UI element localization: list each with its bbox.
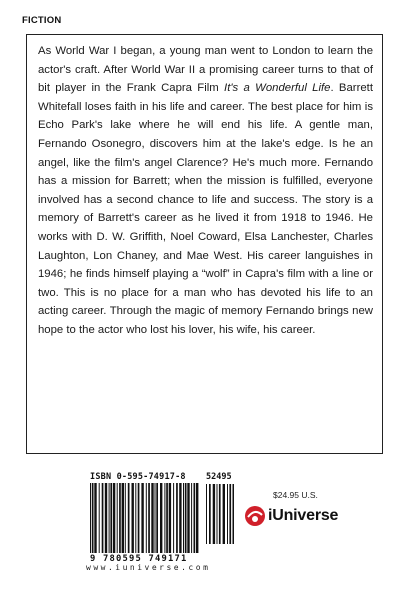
barcode-area: [86, 468, 236, 574]
barcode-bar: [176, 483, 178, 553]
barcode-bar: [217, 484, 218, 544]
addon-barcode: [206, 484, 234, 544]
barcode-bar: [233, 484, 235, 544]
barcode-bar: [187, 483, 189, 553]
film-title: It's a Wonderful Life: [224, 82, 331, 95]
barcode-bar: [151, 483, 153, 553]
barcode-bar: [117, 483, 118, 553]
barcode-bar: [196, 483, 198, 553]
ean-barcode: [90, 483, 200, 553]
ean-digits: 9 780595 749171: [90, 554, 188, 564]
barcode-bar: [191, 483, 192, 553]
barcode-bar: [94, 483, 96, 553]
blurb-text: [38, 42, 373, 340]
barcode-bar: [166, 483, 168, 553]
barcode-bar: [164, 483, 165, 553]
barcode-bar: [179, 483, 181, 553]
barcode-bar: [146, 483, 147, 553]
barcode-bar: [229, 484, 231, 544]
barcode-bar: [223, 484, 225, 544]
barcode-bar: [209, 484, 211, 544]
publisher-name: iUniverse: [268, 507, 339, 524]
barcode-bar: [109, 483, 110, 553]
barcode-bar: [155, 483, 156, 553]
barcode-bar: [160, 483, 162, 553]
barcode-bar: [156, 483, 158, 553]
barcode-bar: [128, 483, 130, 553]
barcode-bar: [122, 483, 124, 553]
barcode-bar: [102, 483, 104, 553]
barcode-bar: [213, 484, 215, 544]
barcode-bar: [173, 483, 174, 553]
barcode-bar: [227, 484, 228, 544]
publisher-logo: [244, 505, 338, 527]
barcode-bar: [135, 483, 136, 553]
blurb-part-2: . Barrett Whitefall loses faith in his life and career. The best place for him is Echo Park's lake where he will end his life. A gentle man, Fernando Osonegro, discovers him at the lake's edge. Is he an angel, like the film's angel Clarence? He's much more. Fernando has a mission for Barrett; when the mission is fulfilled, everyone involved has a second chance to life and success. The story is a memory of Barrett's career as he lived it from 1918 to 1946. He works with D. W. Griffith, Noel Coward, Elsa Lanchester, Charles Laughton, Lon Chaney, and Mae West. His career languishes in 1946; he finds himself playing a “wolf” in Capra's film with a line or two. This is no place for a man who has devoted his life to an acting career. Through the magic of memory Fernando brings new hope to the actor who lost his lover, his wife, his career.: [38, 82, 373, 336]
addon-digits: 52495: [206, 472, 232, 482]
barcode-bar: [138, 483, 140, 553]
barcode-bar: [92, 483, 94, 553]
genre-label: FICTION: [22, 15, 62, 26]
barcode-bar: [119, 483, 121, 553]
price-label: $24.95 U.S.: [273, 490, 318, 500]
barcode-bar: [148, 483, 150, 553]
barcode-bar: [90, 483, 91, 553]
blurb-part-1: As World War I began, a young man went to London to learn the actor's craft. After World War II a promising career turns to that of bit player in the Frank Capra Film: [38, 45, 373, 95]
barcode-bar: [219, 484, 221, 544]
barcode-bar: [183, 483, 184, 553]
barcode-bar: [132, 483, 134, 553]
isbn-label: ISBN 0-595-74917-8: [90, 472, 186, 482]
barcode-bar: [105, 483, 107, 553]
barcode-bar: [194, 483, 196, 553]
barcode-bar: [113, 483, 115, 553]
barcode-bar: [125, 483, 126, 553]
barcode-bar: [99, 483, 100, 553]
publisher-url: www.iuniverse.com: [86, 563, 211, 572]
barcode-bar: [185, 483, 187, 553]
barcode-bar: [206, 484, 207, 544]
barcode-bar: [110, 483, 112, 553]
blurb-box: [26, 34, 383, 454]
barcode-bar: [141, 483, 143, 553]
iuniverse-logo-icon: [244, 505, 266, 527]
barcode-bar: [169, 483, 171, 553]
